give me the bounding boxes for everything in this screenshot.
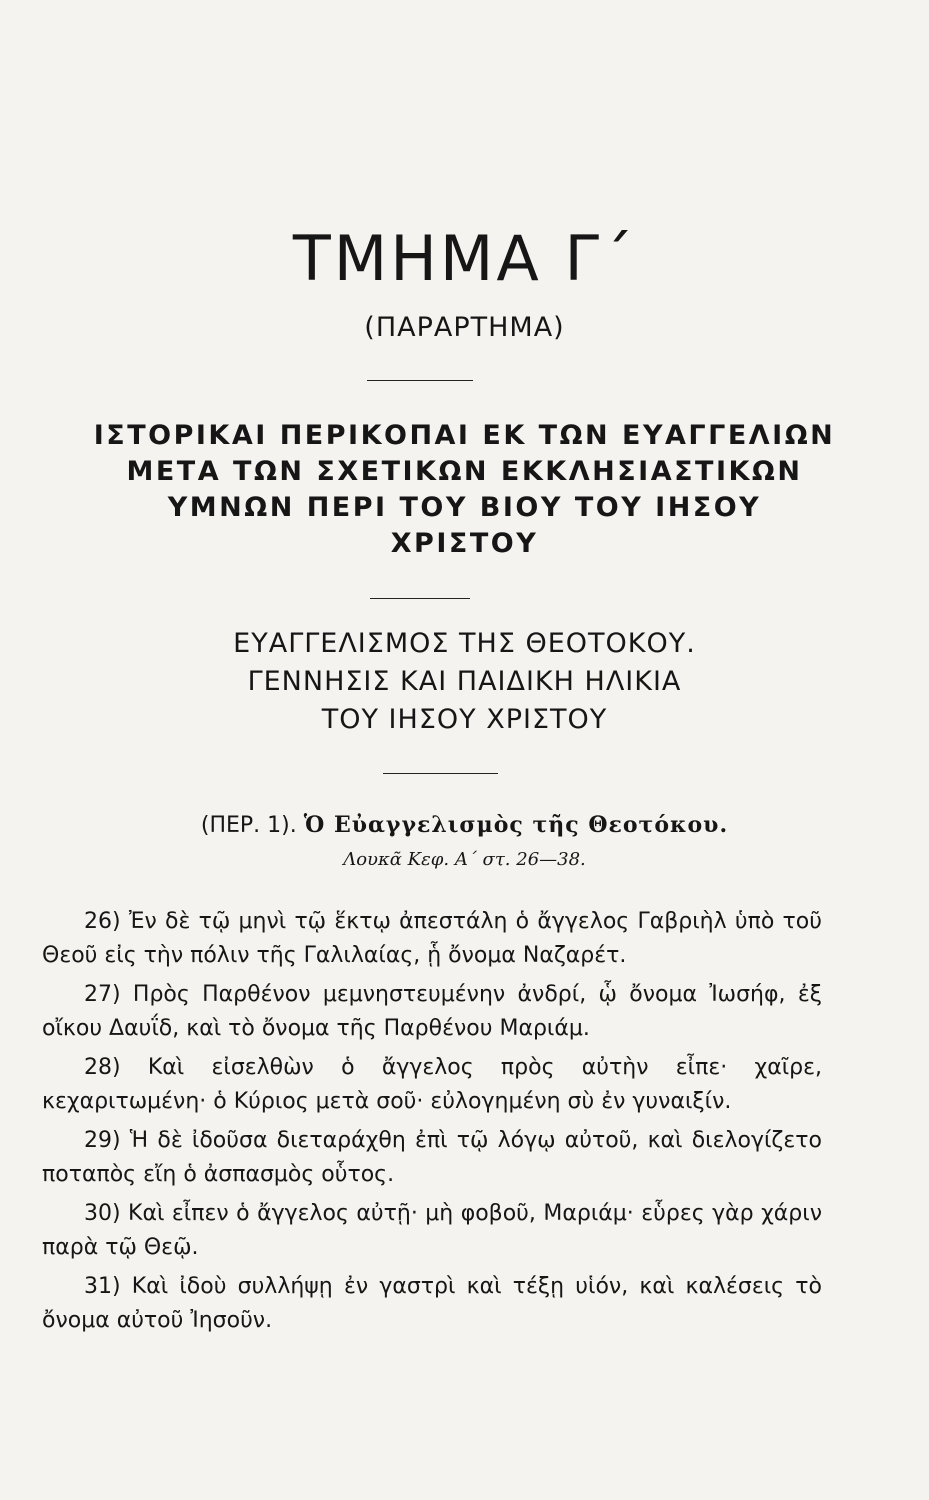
- heading-line: ΜΕΤΑ ΤΩΝ ΣΧΕΤΙΚΩΝ ΕΚΚΛΗΣΙΑΣΤΙΚΩΝ: [126, 456, 803, 487]
- subsection-line: ΓΕΝΝΗΣΙΣ ΚΑΙ ΠΑΙΔΙΚΗ ΗΛΙΚΙΑ: [247, 666, 682, 697]
- verse: 28) Καὶ εἰσελθὼν ὁ ἄγγελος πρὸς αὐτὴν εἶπε· χαῖρε, κεχαριτωμένη· ὁ Κύριος μετὰ σοῦ· εὐλογημένη σὺ ἐν γυναιξίν.: [42, 1055, 822, 1114]
- divider-rule-3: [383, 773, 498, 774]
- divider-rule-1: [367, 380, 473, 381]
- pericope-source: Λουκᾶ Κεφ. Α΄ στ. 26—38.: [343, 849, 586, 870]
- divider-rule-2: [370, 598, 470, 599]
- verse: 30) Καὶ εἶπεν ὁ ἄγγελος αὐτῇ· μὴ φοβοῦ, Μαριάμ· εὗρες γὰρ χάριν παρὰ τῷ Θεῷ.: [42, 1201, 822, 1260]
- subsection-heading: [0, 625, 929, 739]
- pericope-title: Ὁ Εὐαγγελισμὸς τῆς Θεοτόκου.: [303, 812, 729, 838]
- verse-list: [42, 905, 822, 1343]
- page-title: ΤΜΗΜΑ Γ΄: [292, 222, 637, 295]
- heading-line: ΥΜΝΩΝ ΠΕΡΙ ΤΟΥ ΒΙΟΥ ΤΟΥ ΙΗΣΟΥ: [167, 492, 762, 523]
- heading-line: ΙΣΤΟΡΙΚΑΙ ΠΕΡΙΚΟΠΑΙ ΕΚ ΤΩΝ ΕΥΑΓΓΕΛΙΩΝ: [93, 420, 836, 451]
- verse: 29) Ἡ δὲ ἰδοῦσα διεταράχθη ἐπὶ τῷ λόγῳ αὐτοῦ, καὶ διελογίζετο ποταπὸς εἴη ὁ ἀσπασμὸς οὗτος.: [42, 1128, 822, 1187]
- verse: 31) Καὶ ἰδοὺ συλλήψῃ ἐν γαστρὶ καὶ τέξῃ υἱόν, καὶ καλέσεις τὸ ὄνομα αὐτοῦ Ἰησοῦν.: [42, 1274, 822, 1333]
- heading-line: ΧΡΙΣΤΟΥ: [390, 528, 539, 559]
- subsection-line: ΕΥΑΓΓΕΛΙΣΜΟΣ ΤΗΣ ΘΕΟΤΟΚΟΥ.: [233, 628, 696, 659]
- section-heading: [0, 418, 929, 562]
- subsection-line: ΤΟΥ ΙΗΣΟΥ ΧΡΙΣΤΟΥ: [321, 704, 608, 735]
- verse: 26) Ἐν δὲ τῷ μηνὶ τῷ ἕκτῳ ἀπεστάλη ὁ ἄγγελος Γαβριὴλ ὑπὸ τοῦ Θεοῦ εἰς τὴν πόλιν τῆς Γαλιλαίας, ᾗ ὄνομα Ναζαρέτ.: [42, 909, 822, 968]
- pericope-heading: [0, 812, 929, 838]
- page-subtitle: (ΠΑΡΑΡΤΗΜΑ): [364, 312, 565, 343]
- verse: 27) Πρὸς Παρθένον μεμνηστευμένην ἀνδρί, ᾧ ὄνομα Ἰωσήφ, ἐξ οἴκου Δαυΐδ, καὶ τὸ ὄνομα τῆς Παρθένου Μαριάμ.: [42, 982, 822, 1041]
- pericope-label: (ΠΕΡ. 1).: [200, 813, 297, 838]
